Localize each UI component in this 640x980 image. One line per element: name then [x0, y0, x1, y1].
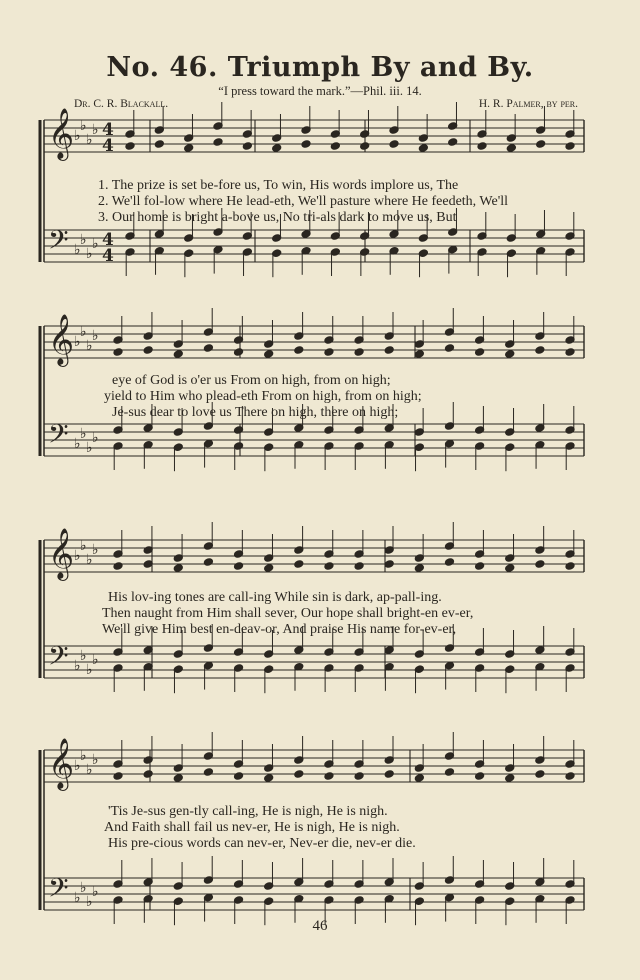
- system-4-treble-note: [294, 770, 304, 779]
- system-1-bass-flat-icon: ♭: [74, 242, 81, 258]
- verse-2-line-4: And Faith shall fail us nev-er, He is nigh, He is nigh.: [104, 820, 400, 835]
- system-4-treble-note: [444, 768, 454, 777]
- system-2-treble-note: [535, 346, 545, 355]
- system-2-treble-note: [294, 346, 304, 355]
- system-4-treble-flat-icon: ♭: [86, 762, 93, 778]
- system-2-treble-note: [384, 346, 394, 355]
- system-3-treble-note: [505, 564, 515, 573]
- system-2-treble-note: [475, 348, 485, 357]
- system-2-treble-note: [113, 348, 123, 357]
- system-1-treble-note: [154, 140, 164, 149]
- system-3-bass-flat-icon: ♭: [74, 658, 81, 674]
- system-4-treble-note: [113, 772, 123, 781]
- system-1-bass-flat-icon: ♭: [92, 236, 99, 252]
- system-2-bass-clef-icon: 𝄢: [48, 418, 69, 456]
- system-4-treble-flat-icon: ♭: [74, 758, 81, 774]
- system-3-treble-note: [384, 560, 394, 569]
- verse-2-line-3: Then naught from Him shall sever, Our hope shall bright-en ev-er,: [102, 606, 474, 621]
- system-2-treble-flat-icon: ♭: [74, 334, 81, 350]
- system-1-treble-note: [360, 142, 370, 151]
- system-1-bass-clef-icon: 𝄢: [48, 224, 69, 262]
- system-4-bass-clef-icon: 𝄢: [48, 872, 69, 910]
- system-4-bass-flat-icon: ♭: [80, 880, 87, 896]
- system-2-bass-flat-icon: ♭: [80, 426, 87, 442]
- system-3-treble-note: [264, 564, 274, 573]
- system-1-treble-note: [125, 142, 135, 151]
- system-4-treble-note: [475, 772, 485, 781]
- system-1-treble-flat-icon: ♭: [86, 132, 93, 148]
- system-2-treble-clef-icon: 𝄞: [48, 314, 75, 365]
- system-1-treble-note: [565, 142, 575, 151]
- system-4-treble-note: [565, 772, 575, 781]
- verse-1-line-1: 1. The prize is set be-fore us, To win, His words implore us, The: [98, 178, 459, 193]
- system-2-treble-note: [354, 348, 364, 357]
- system-4-treble-note: [143, 770, 153, 779]
- verse-2-line-1: 2. We'll fol-low where He lead-eth, We'll pasture where He feedeth, We'll: [98, 194, 509, 209]
- verse-3-line-1: 3. Our home is bright a-bove us, No tri-als dark to move us, But: [98, 210, 457, 225]
- system-2-treble-note: [203, 344, 213, 353]
- page-number: 46: [312, 918, 328, 934]
- system-3-bass-flat-icon: ♭: [80, 648, 87, 664]
- system-1-bass-flat-icon: ♭: [86, 246, 93, 262]
- system-3-treble-note: [475, 562, 485, 571]
- system-4-treble-note: [414, 774, 424, 783]
- system-4-treble-clef-icon: 𝄞: [48, 738, 75, 789]
- system-2-treble-flat-icon: ♭: [86, 338, 93, 354]
- system-3-treble-note: [173, 564, 183, 573]
- system-4-treble-note: [234, 772, 244, 781]
- system-4-treble-note: [173, 774, 183, 783]
- system-1-treble-note: [536, 140, 546, 149]
- verse-3-line-3: We'll give Him best en-deav-or, And praise His name for-ev-er,: [102, 622, 457, 637]
- system-1-treble-time-signature: 4: [102, 136, 114, 156]
- system-1-treble-note: [448, 138, 458, 147]
- hymn-title: No. 46. Triumph By and By.: [106, 52, 534, 83]
- system-2-treble-note: [505, 350, 515, 359]
- system-3-treble-note: [234, 562, 244, 571]
- system-4-treble-note: [384, 770, 394, 779]
- system-1-bass-time-signature: 4: [102, 230, 114, 250]
- system-3-bass-clef-icon: 𝄢: [48, 640, 69, 678]
- system-1-bass-time-signature: 4: [102, 246, 114, 266]
- system-2-treble-note: [173, 350, 183, 359]
- verse-3-line-2: Je-sus dear to love us There on high, there on high;: [112, 405, 399, 420]
- system-4-treble-note: [354, 772, 364, 781]
- system-3-treble-note: [294, 560, 304, 569]
- system-1-treble-note: [213, 138, 223, 147]
- system-3-treble-flat-icon: ♭: [86, 552, 93, 568]
- system-4-treble-flat-icon: ♭: [80, 748, 87, 764]
- system-3-treble-flat-icon: ♭: [80, 538, 87, 554]
- system-3-treble-note: [113, 562, 123, 571]
- system-3-treble-note: [535, 560, 545, 569]
- system-3-bass-flat-icon: ♭: [86, 662, 93, 678]
- system-1-treble-note: [272, 144, 282, 153]
- verse-1-line-3: His lov-ing tones are call-ing While sin is dark, ap-pall-ing.: [108, 590, 442, 605]
- system-3-bass-flat-icon: ♭: [92, 652, 99, 668]
- system-3-treble-note: [324, 562, 334, 571]
- system-1-treble-flat-icon: ♭: [92, 122, 99, 138]
- system-2-treble-note: [324, 348, 334, 357]
- system-2-treble-note: [264, 350, 274, 359]
- system-1-treble-note: [184, 144, 194, 153]
- verse-2-line-2: yield to Him who plead-eth From on high, from on high;: [104, 389, 422, 404]
- system-2-bass-flat-icon: ♭: [74, 436, 81, 452]
- system-2-treble-note: [234, 348, 244, 357]
- system-4-treble-note: [264, 774, 274, 783]
- verse-1-line-4: 'Tis Je-sus gen-tly call-ing, He is nigh, He is nigh.: [108, 804, 388, 819]
- system-4-treble-note: [535, 770, 545, 779]
- verse-1-line-2: eye of God is o'er us From on high, from on high;: [112, 373, 391, 388]
- system-1-treble-time-signature: 4: [102, 120, 114, 140]
- system-1-bass-flat-icon: ♭: [80, 232, 87, 248]
- system-2-treble-note: [414, 350, 424, 359]
- verse-3-line-4: His pre-cious words can nev-er, Nev-er die, nev-er die.: [108, 836, 416, 851]
- system-1-treble-note: [477, 142, 487, 151]
- system-4-treble-flat-icon: ♭: [92, 752, 99, 768]
- system-3-treble-flat-icon: ♭: [74, 548, 81, 564]
- system-4-bass-flat-icon: ♭: [86, 894, 93, 910]
- system-1-treble-clef-icon: 𝄞: [48, 108, 75, 159]
- system-2-treble-flat-icon: ♭: [80, 324, 87, 340]
- system-4-treble-note: [505, 774, 515, 783]
- system-3-treble-note: [203, 558, 213, 567]
- system-3-treble-flat-icon: ♭: [92, 542, 99, 558]
- system-1-treble-note: [418, 144, 428, 153]
- system-1-treble-note: [330, 142, 340, 151]
- system-1-treble-flat-icon: ♭: [80, 118, 87, 134]
- system-3-treble-note: [354, 562, 364, 571]
- system-1-treble-note: [301, 140, 311, 149]
- system-4-bass-flat-icon: ♭: [92, 884, 99, 900]
- system-3-treble-clef-icon: 𝄞: [48, 528, 75, 579]
- system-1-treble-note: [242, 142, 252, 151]
- system-2-bass-flat-icon: ♭: [92, 430, 99, 446]
- composer-credit: H. R. Palmer, by per.: [478, 98, 578, 110]
- scripture-epigraph: “I press toward the mark.”—Phil. iii. 14.: [218, 84, 422, 98]
- system-4-treble-note: [324, 772, 334, 781]
- system-3-treble-note: [444, 558, 454, 567]
- system-1-treble-note: [389, 140, 399, 149]
- system-2-treble-note: [444, 344, 454, 353]
- system-2-bass-flat-icon: ♭: [86, 440, 93, 456]
- system-2-treble-note: [565, 348, 575, 357]
- system-2-treble-flat-icon: ♭: [92, 328, 99, 344]
- system-2-treble-note: [143, 346, 153, 355]
- system-1-treble-note: [506, 144, 516, 153]
- system-3-treble-note: [565, 562, 575, 571]
- lyricist-credit: Dr. C. R. Blackall.: [74, 98, 169, 110]
- system-4-treble-note: [203, 768, 213, 777]
- system-4-bass-flat-icon: ♭: [74, 890, 81, 906]
- system-3-treble-note: [414, 564, 424, 573]
- system-1-treble-flat-icon: ♭: [74, 128, 81, 144]
